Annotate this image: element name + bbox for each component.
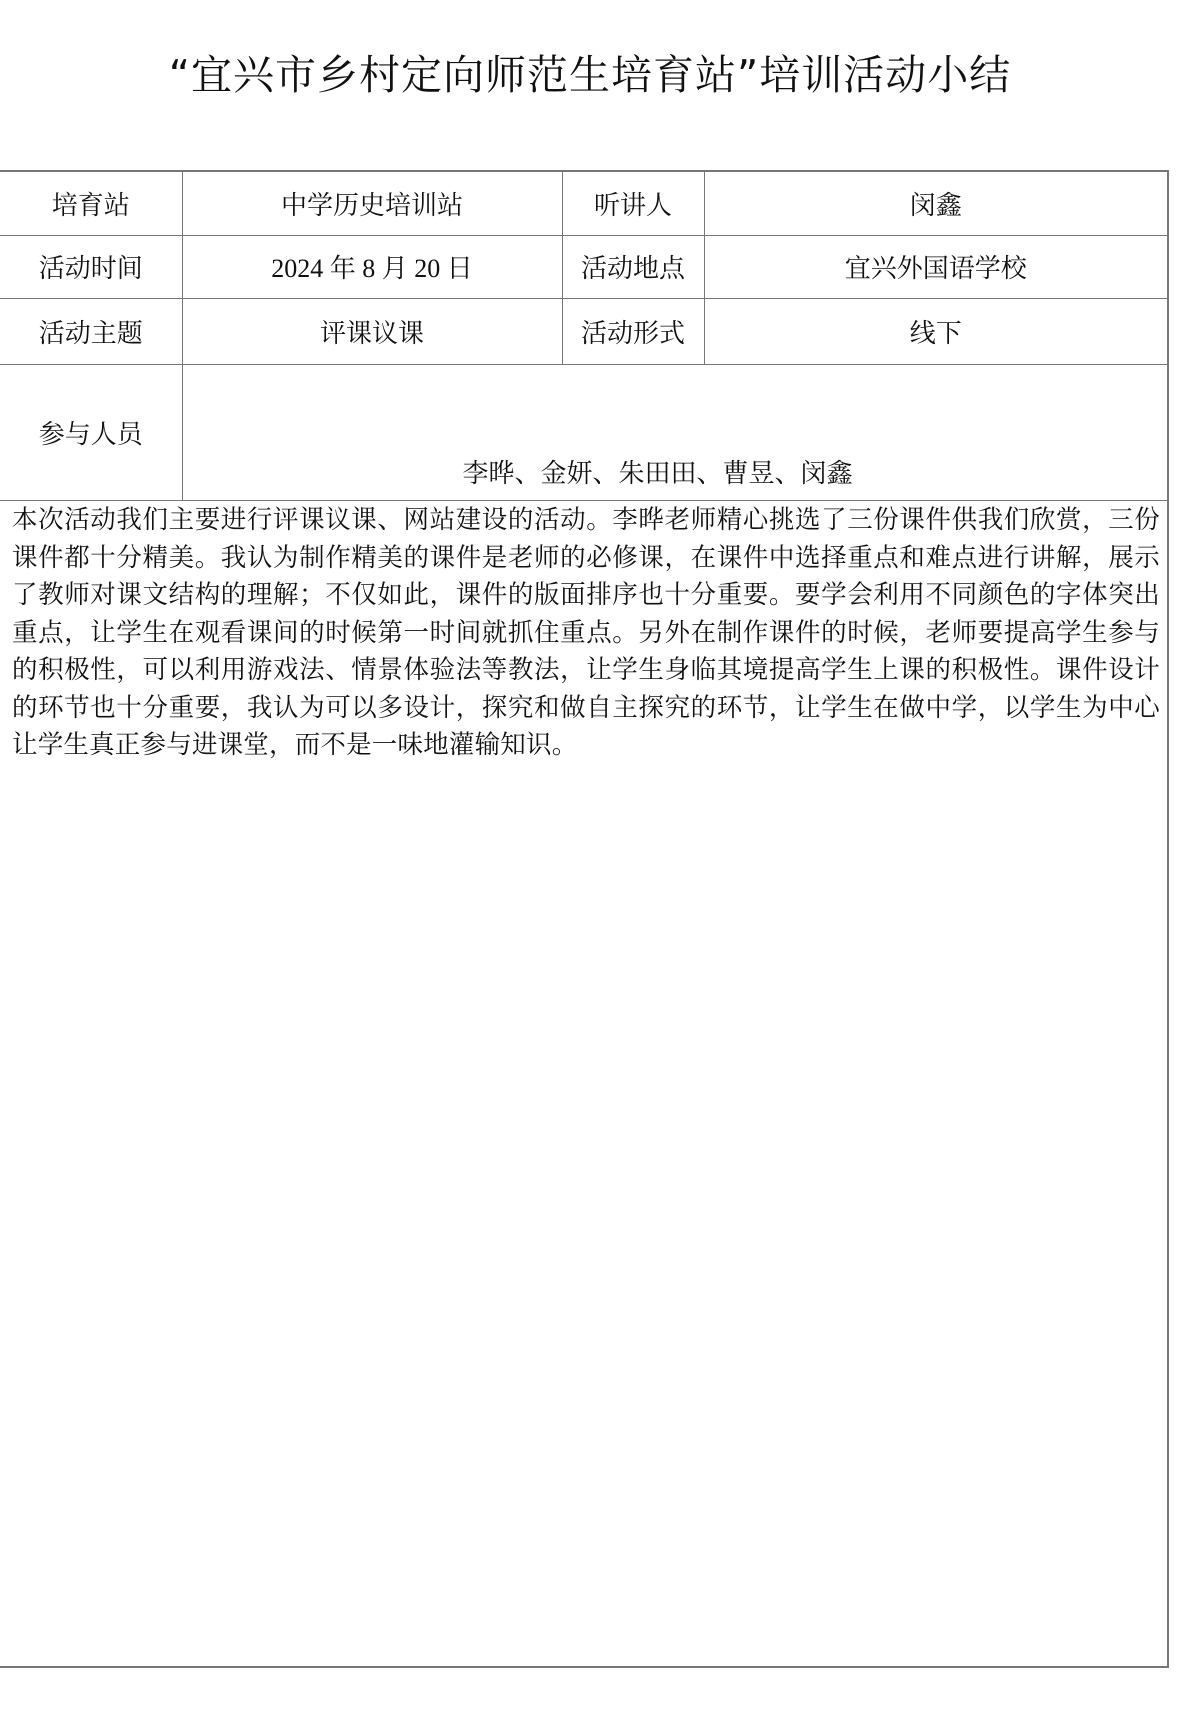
page-title: “宜兴市乡村定向师范生培育站”培训活动小结 [168, 51, 1012, 99]
summary-form [0, 170, 1169, 1668]
participants-cell [182, 364, 1167, 500]
table-row [0, 172, 1167, 235]
station-label: 培育站 [0, 172, 182, 235]
speaker-label: 听讲人 [562, 172, 704, 235]
place-label: 活动地点 [562, 235, 704, 298]
table-row [0, 235, 1167, 298]
station-value: 中学历史培训站 [182, 172, 562, 235]
time-label: 活动时间 [0, 235, 182, 298]
place-value: 宜兴外国语学校 [704, 235, 1167, 298]
format-label: 活动形式 [562, 298, 704, 364]
theme-value: 评课议课 [182, 298, 562, 364]
speaker-value: 闵鑫 [704, 172, 1167, 235]
time-value: 2024 年 8 月 20 日 [182, 235, 562, 298]
participants-label: 参与人员 [0, 364, 182, 500]
format-value: 线下 [704, 298, 1167, 364]
table-row [0, 364, 1167, 500]
activity-info-table [0, 172, 1167, 501]
summary-text: 本次活动我们主要进行评课议课、网站建设的活动。李晔老师精心挑选了三份课件供我们欣赏，三份课件都十分精美。我认为制作精美的课件是老师的必修课，在课件中选择重点和难点进行讲解，展示了教师对课文结构的理解；不仅如此，课件的版面排序也十分重要。要学会利用不同颜色的字体突出重点，让学生在观看课间的时候第一时间就抓住重点。另外在制作课件的时候，老师要提高学生参与的积极性，可以利用游戏法、情景体验法等教法，让学生身临其境提高学生上课的积极性。课件设计的环节也十分重要，我认为可以多设计，探究和做自主探究的环节，让学生在做中学，以学生为中心让学生真正参与进课堂，而不是一味地灌输知识。 [12, 505, 1160, 760]
table-row [0, 298, 1167, 364]
participants-value: 李晔、金妍、朱田田、曹昱、闵鑫 [462, 458, 853, 489]
theme-label: 活动主题 [0, 298, 182, 364]
